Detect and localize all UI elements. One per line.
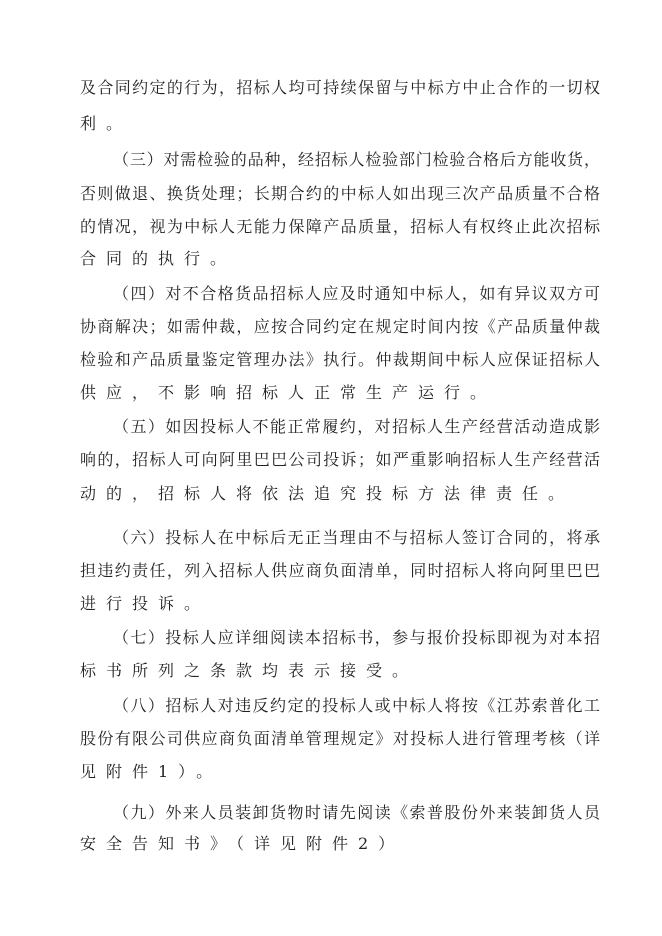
paragraph-line: 利。: [80, 114, 133, 133]
paragraph-line: 动的，招标人将依法追究投标方法律责任。: [80, 484, 575, 503]
paragraph-line: 否则做退、换货处理；长期合约的中标人如出现三次产品质量不合格: [80, 184, 600, 203]
paragraph-line: （六）投标人在中标后无正当理由不与招标人签订合同的，将承: [113, 528, 600, 547]
paragraph-line: 合同的执行。: [80, 249, 237, 268]
paragraph-line: 标书所列之条款均表示接受。: [80, 661, 419, 680]
paragraph-line: 及合同约定的行为，招标人均可持续保留与中标方中止合作的一切权: [80, 78, 600, 97]
paragraph-line: （五）如因投标人不能正常履约，对招标人生产经营活动造成影: [113, 417, 600, 436]
paragraph-line: 见附件1）。: [80, 762, 223, 781]
paragraph-line: 的情况，视为中标人无能力保障产品质量，招标人有权终止此次招标: [80, 217, 600, 236]
paragraph-line: 协商解决；如需仲裁，应按合同约定在规定时间内按《产品质量仲裁: [80, 317, 600, 336]
paragraph-line: （八）招标人对违反约定的投标人或中标人将按《江苏索普化工: [113, 696, 600, 715]
paragraph-line: 供应，不影响招标人正常生产运行。: [80, 383, 497, 402]
paragraph-line: （三）对需检验的品种，经招标人检验部门检验合格后方能收货，: [113, 150, 600, 169]
paragraph-line: 检验和产品质量鉴定管理办法》执行。仲裁期间中标人应保证招标人: [80, 350, 600, 369]
paragraph-line: （七）投标人应详细阅读本招标书，参与报价投标即视为对本招: [113, 628, 600, 647]
paragraph-line: 响的，招标人可向阿里巴巴公司投诉；如严重影响招标人生产经营活: [80, 450, 600, 469]
paragraph-line: （四）对不合格货品招标人应及时通知中标人，如有异议双方可: [113, 284, 600, 303]
paragraph-line: 进行投诉。: [80, 594, 211, 613]
paragraph-line: （九）外来人员装卸货物时请先阅读《索普股份外来装卸货人员: [113, 803, 600, 822]
paragraph-line: 担违约责任，列入招标人供应商负面清单，同时招标人将向阿里巴巴: [80, 561, 600, 580]
paragraph-line: 股份有限公司供应商负面清单管理规定》对投标人进行管理考核（详: [80, 729, 600, 748]
paragraph-line: 安全告知书》（详见附件2）: [80, 834, 405, 853]
